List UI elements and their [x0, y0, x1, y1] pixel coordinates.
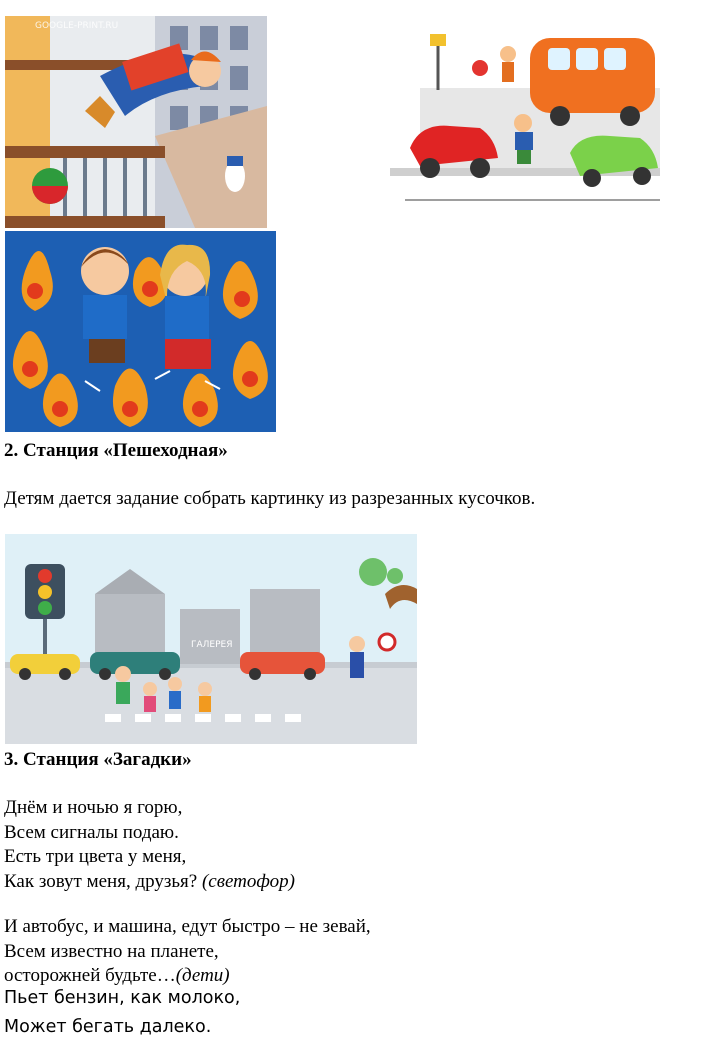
riddle-1-line-4: Как зовут меня, друзья?	[4, 870, 198, 892]
watermark-text: GOOGLE-PRINT.RU	[35, 21, 119, 31]
riddle-2-line-3: осторожней будьте…	[4, 965, 176, 987]
riddle-1	[4, 796, 295, 894]
crossing-illustration	[5, 534, 417, 744]
road-illustration	[380, 28, 670, 206]
riddle-3	[4, 988, 240, 1037]
riddle-2-line-2: Всем известно на планете,	[4, 940, 219, 962]
fire-illustration	[5, 231, 276, 432]
riddle-1-line-3: Есть три цвета у меня,	[4, 846, 187, 868]
riddle-3-line-1: Пьет бензин, как молоко,	[4, 988, 241, 1008]
riddle-1-line-2: Всем сигналы подаю.	[4, 821, 179, 843]
riddle-1-answer: (светофор)	[201, 870, 295, 892]
balcony-illustration	[5, 16, 267, 228]
station2-heading: 2. Станция «Пешеходная»	[4, 440, 228, 461]
crossing-logo-text: ГАЛЕРЕЯ	[191, 640, 233, 650]
station2-task: Детям дается задание собрать картинку из разрезанных кусочков.	[4, 488, 536, 509]
station3-heading: 3. Станция «Загадки»	[4, 749, 192, 770]
riddle-2	[4, 915, 371, 989]
riddle-3-line-2: Может бегать далеко.	[4, 1017, 212, 1037]
riddle-2-line-1: И автобус, и машина, едут быстро – не зевай,	[4, 916, 371, 937]
riddle-2-answer: (дети)	[175, 965, 230, 987]
riddle-1-line-1: Днём и ночью я горю,	[4, 797, 183, 818]
